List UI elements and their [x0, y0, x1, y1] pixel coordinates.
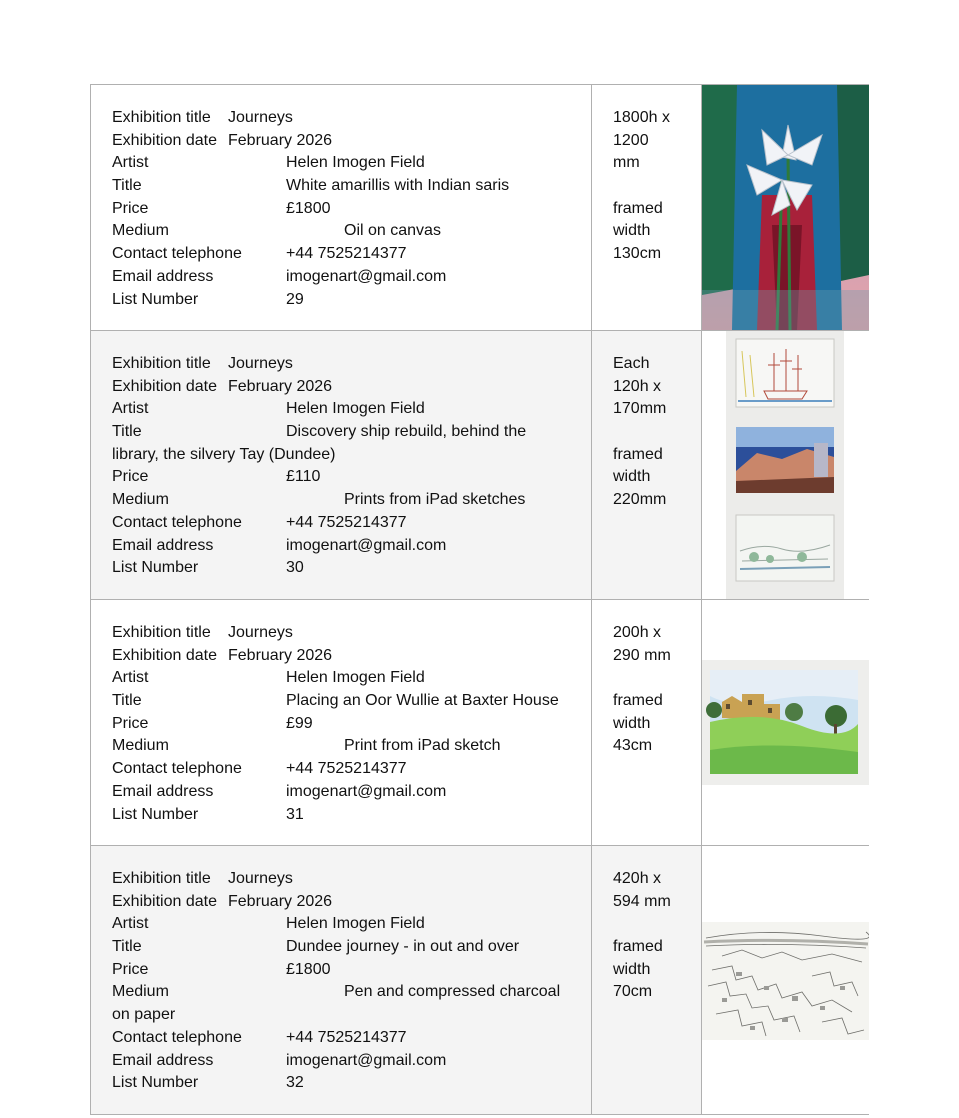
label-contact-telephone: Contact telephone	[112, 513, 242, 531]
artwork-medium: Print from iPad sketch	[344, 737, 501, 755]
exhibition-date: February 2026	[228, 646, 333, 664]
artwork-medium-continued: on paper	[112, 1006, 176, 1024]
artwork-title: White amarillis with Indian saris	[286, 177, 510, 195]
exhibition-date: February 2026	[228, 377, 333, 395]
label-price: Price	[112, 199, 149, 217]
artwork-details-cell	[91, 846, 592, 1114]
label-title: Title	[112, 692, 142, 710]
label-price: Price	[112, 960, 149, 978]
artwork-medium: Pen and compressed charcoal	[344, 983, 561, 1001]
artwork-price: £99	[286, 714, 313, 732]
dimension-line	[613, 667, 671, 690]
label-price: Price	[112, 714, 149, 732]
artwork-title: Dundee journey - in out and over	[286, 938, 520, 956]
list-number: 29	[286, 290, 304, 308]
label-email-address: Email address	[112, 1051, 214, 1069]
contact-telephone: +44 7525214377	[286, 760, 407, 778]
exhibition-title: Journeys	[228, 109, 293, 126]
artwork-image-cell	[702, 846, 869, 1114]
dimension-line: framed	[613, 199, 663, 217]
artwork-image-baxter-house	[702, 600, 869, 845]
dimension-line: mm	[613, 154, 640, 172]
exhibition-title: Journeys	[228, 870, 293, 887]
label-exhibition-title: Exhibition title	[112, 624, 211, 641]
label-list-number: List Number	[112, 290, 199, 308]
table-row	[90, 600, 869, 846]
label-medium: Medium	[112, 491, 169, 509]
artwork-medium: Oil on canvas	[344, 222, 441, 240]
email-address: imogenart@gmail.com	[286, 782, 447, 800]
dimension-line: 130cm	[613, 245, 662, 263]
dimensions-cell	[592, 600, 702, 845]
list-number: 31	[286, 805, 304, 823]
dimension-line: 120h x	[613, 377, 662, 395]
email-address: imogenart@gmail.com	[286, 267, 447, 285]
label-email-address: Email address	[112, 536, 214, 554]
label-artist: Artist	[112, 669, 149, 687]
artwork-image-dundee-prints-triptych	[702, 331, 869, 599]
dimension-line	[613, 175, 670, 198]
artwork-price: £110	[286, 468, 321, 486]
label-exhibition-title: Exhibition title	[112, 355, 211, 372]
dimension-line: 43cm	[613, 737, 653, 755]
dimension-line: 290 mm	[613, 646, 671, 664]
artwork-price: £1800	[286, 960, 331, 978]
label-artist: Artist	[112, 154, 149, 172]
label-artist: Artist	[112, 400, 149, 418]
dimension-line: 1800h x	[613, 109, 670, 126]
table-row	[90, 85, 869, 331]
dimension-line: 70cm	[613, 983, 653, 1001]
label-contact-telephone: Contact telephone	[112, 760, 242, 778]
label-list-number: List Number	[112, 805, 199, 823]
label-title: Title	[112, 423, 142, 441]
dimension-line: width	[613, 468, 651, 486]
artwork-title: Discovery ship rebuild, behind the	[286, 423, 527, 441]
dimension-line: 420h x	[613, 870, 662, 887]
label-medium: Medium	[112, 222, 169, 240]
artwork-image-cell	[702, 331, 869, 599]
artwork-details-cell	[91, 600, 592, 845]
label-exhibition-title: Exhibition title	[112, 870, 211, 887]
artwork-image-amaryllis-saris	[702, 85, 869, 330]
artwork-title: Placing an Oor Wullie at Baxter House	[286, 692, 559, 710]
label-list-number: List Number	[112, 559, 199, 577]
artist-name: Helen Imogen Field	[286, 154, 425, 172]
list-number: 30	[286, 559, 304, 577]
label-email-address: Email address	[112, 782, 214, 800]
label-email-address: Email address	[112, 267, 214, 285]
dimension-line: framed	[613, 445, 663, 463]
label-exhibition-title: Exhibition title	[112, 109, 211, 126]
label-exhibition-date: Exhibition date	[112, 131, 217, 149]
artwork-list-table	[90, 84, 869, 1115]
artwork-image-dundee-journey-drawing	[702, 846, 869, 1114]
list-number: 32	[286, 1074, 304, 1092]
artwork-details-cell	[91, 331, 592, 599]
exhibition-date: February 2026	[228, 892, 333, 910]
label-price: Price	[112, 468, 149, 486]
dimension-line: 220mm	[613, 491, 667, 509]
artwork-price: £1800	[286, 199, 331, 217]
artwork-title-continued: library, the silvery Tay (Dundee)	[112, 445, 336, 463]
exhibition-title: Journeys	[228, 355, 293, 372]
dimension-line: width	[613, 714, 651, 732]
dimension-line: 200h x	[613, 624, 662, 641]
table-row	[90, 846, 869, 1115]
dimension-line: 1200	[613, 131, 649, 149]
label-artist: Artist	[112, 915, 149, 933]
dimension-line: framed	[613, 692, 663, 710]
dimension-line: width	[613, 222, 651, 240]
artwork-medium: Prints from iPad sketches	[344, 491, 526, 509]
artist-name: Helen Imogen Field	[286, 400, 425, 418]
label-contact-telephone: Contact telephone	[112, 245, 242, 263]
dimension-line: Each	[613, 355, 650, 372]
label-list-number: List Number	[112, 1074, 199, 1092]
dimensions-cell	[592, 331, 702, 599]
email-address: imogenart@gmail.com	[286, 536, 447, 554]
dimension-line: framed	[613, 938, 663, 956]
dimension-line	[613, 913, 671, 936]
dimensions-cell	[592, 85, 702, 330]
label-title: Title	[112, 177, 142, 195]
label-medium: Medium	[112, 983, 169, 1001]
email-address: imogenart@gmail.com	[286, 1051, 447, 1069]
contact-telephone: +44 7525214377	[286, 245, 407, 263]
table-row	[90, 331, 869, 600]
dimension-line: 170mm	[613, 400, 667, 418]
artwork-image-cell	[702, 600, 869, 845]
artwork-details-cell	[91, 85, 592, 330]
artwork-image-cell	[702, 85, 869, 330]
exhibition-date: February 2026	[228, 131, 333, 149]
label-title: Title	[112, 938, 142, 956]
label-exhibition-date: Exhibition date	[112, 892, 217, 910]
dimension-line	[613, 421, 666, 444]
artist-name: Helen Imogen Field	[286, 915, 425, 933]
dimension-line: width	[613, 960, 651, 978]
label-medium: Medium	[112, 737, 169, 755]
label-exhibition-date: Exhibition date	[112, 377, 217, 395]
exhibition-title: Journeys	[228, 624, 293, 641]
dimensions-cell	[592, 846, 702, 1114]
contact-telephone: +44 7525214377	[286, 513, 407, 531]
label-contact-telephone: Contact telephone	[112, 1028, 242, 1046]
artist-name: Helen Imogen Field	[286, 669, 425, 687]
label-exhibition-date: Exhibition date	[112, 646, 217, 664]
contact-telephone: +44 7525214377	[286, 1028, 407, 1046]
dimension-line: 594 mm	[613, 892, 671, 910]
